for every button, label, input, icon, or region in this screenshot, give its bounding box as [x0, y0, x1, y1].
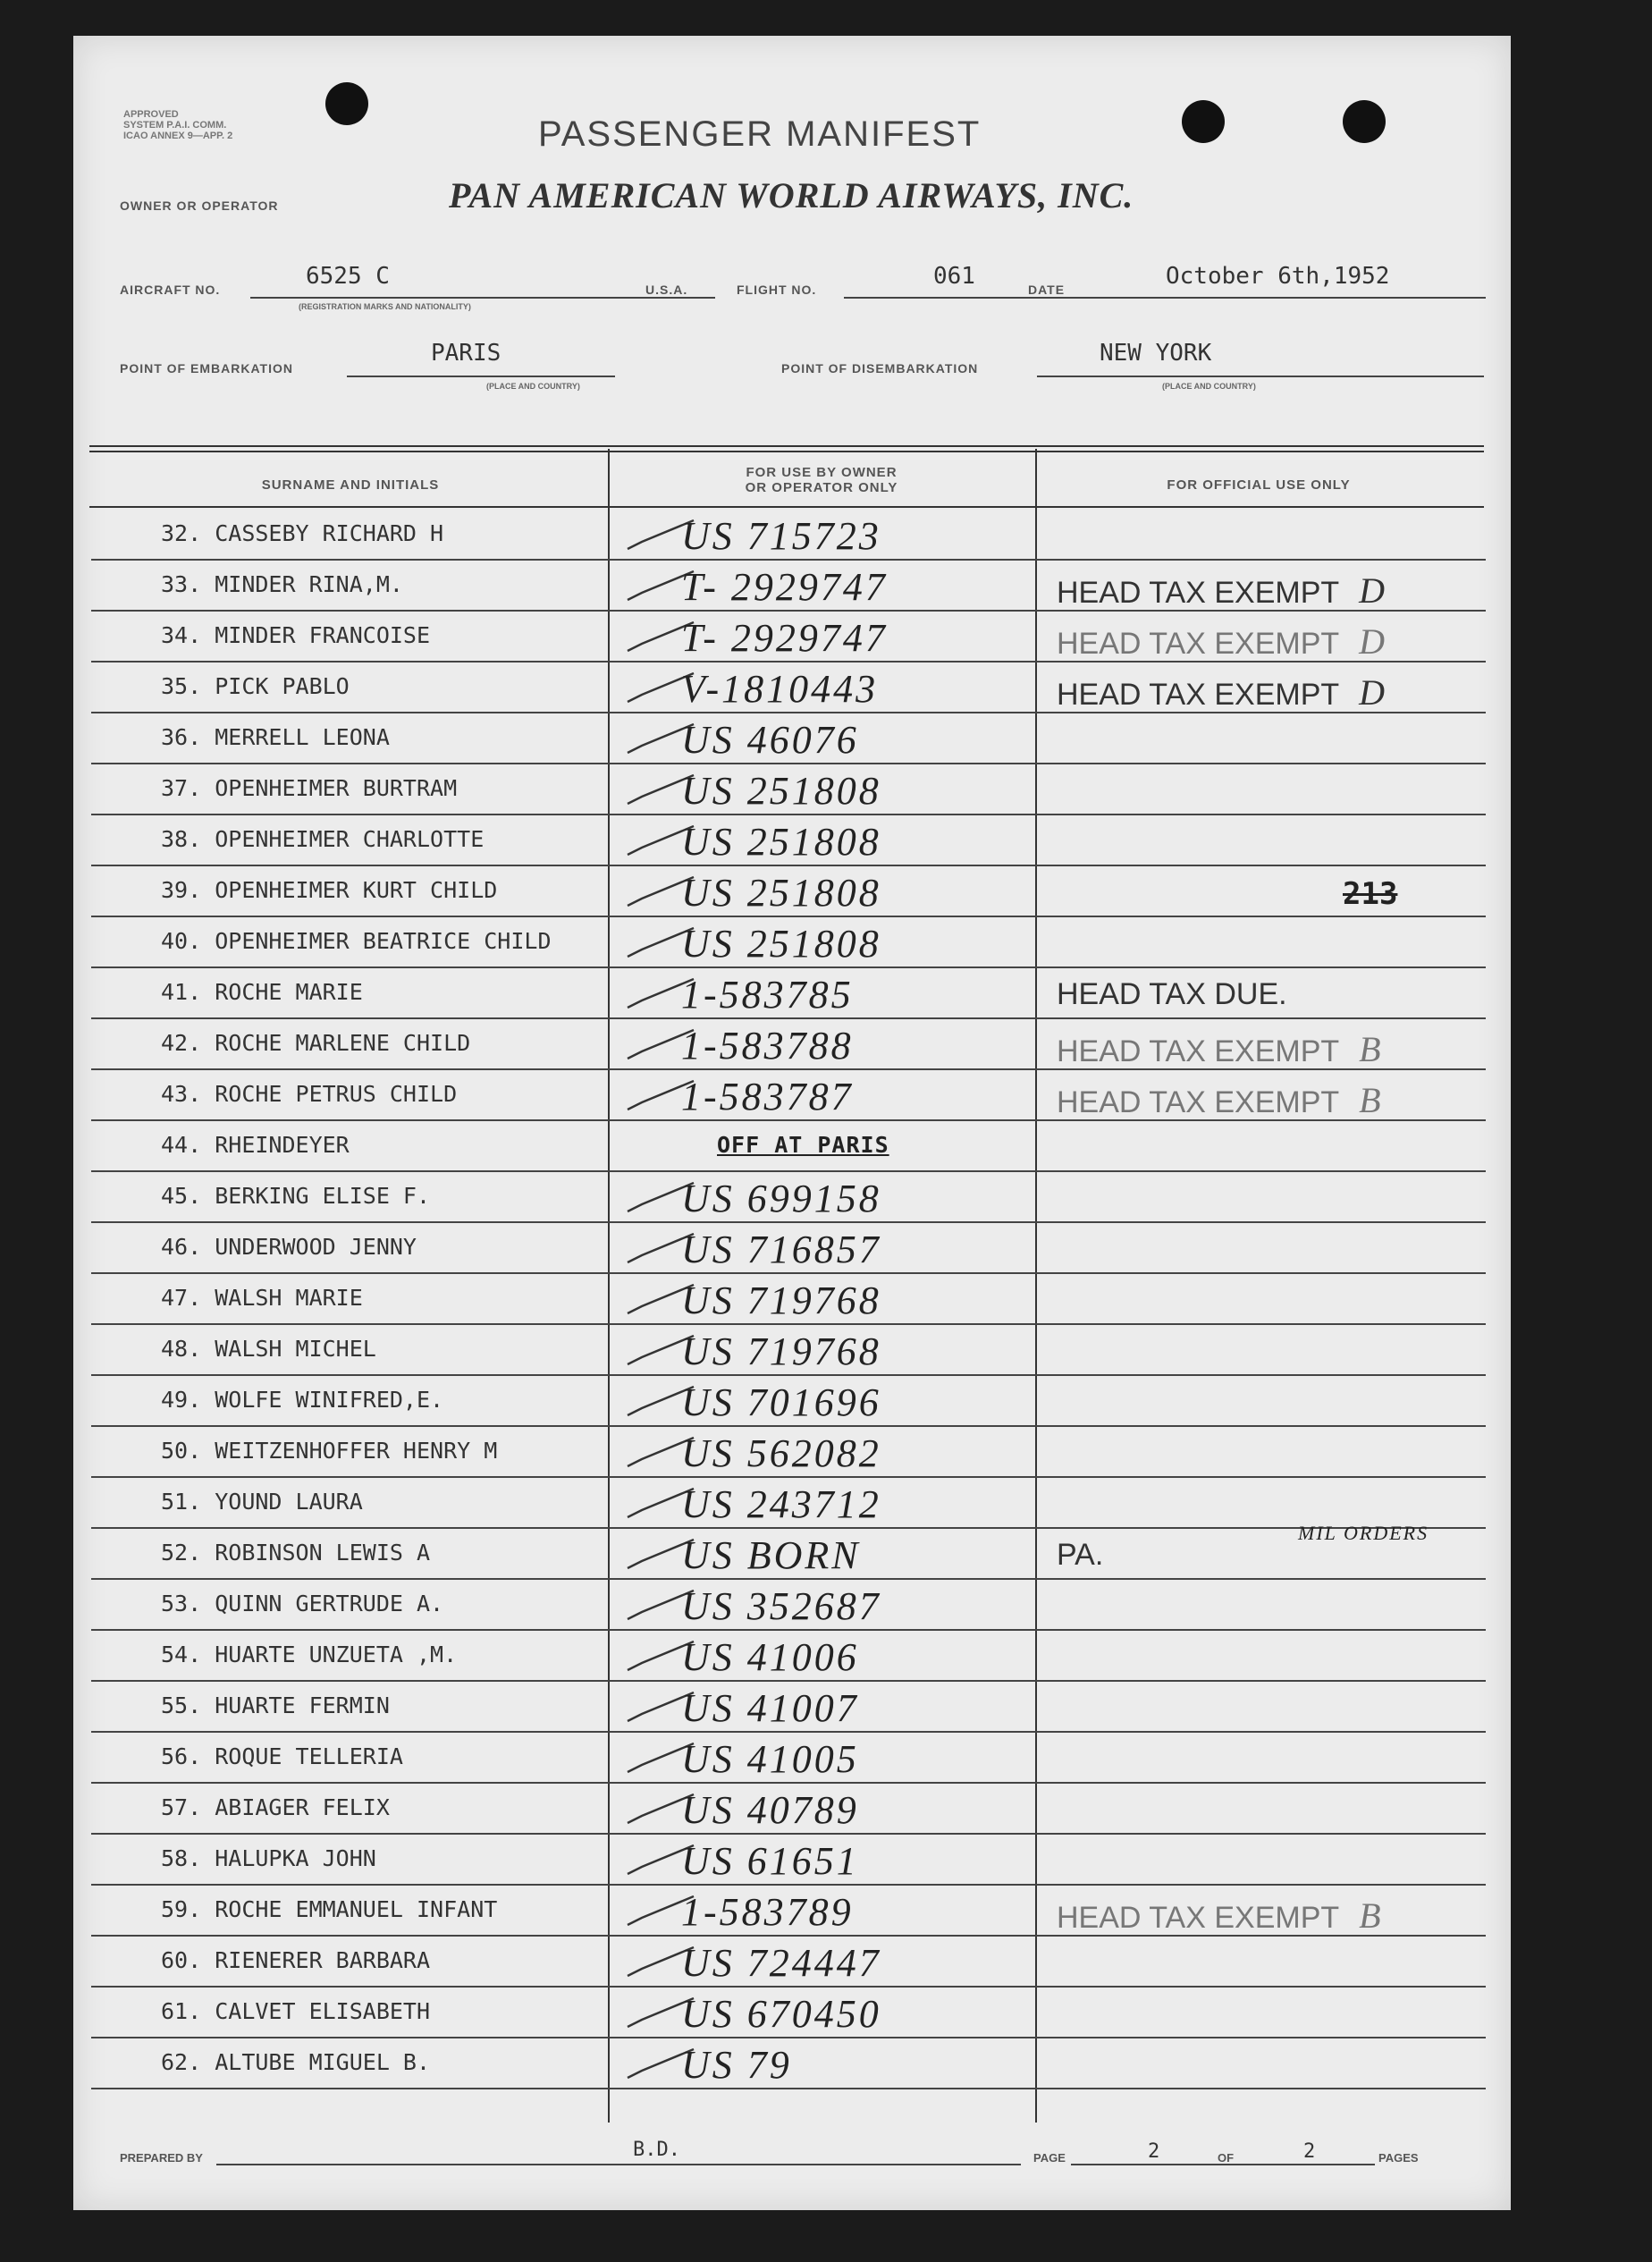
aircraft-underline: [250, 297, 715, 299]
passenger-name: [161, 1438, 497, 1464]
passenger-name: [161, 1591, 443, 1616]
surname-initials: CASSEBY RICHARD H: [215, 520, 444, 546]
row-number: 49.: [161, 1387, 202, 1413]
punch-hole: [1182, 100, 1225, 143]
punch-hole: [325, 82, 368, 125]
table-top-rule: [89, 451, 1484, 452]
prepared-by: B.D.: [633, 2139, 680, 2161]
passenger-row: [91, 1425, 1486, 1478]
passenger-row: [91, 1884, 1486, 1937]
passport-number: US 701696: [681, 1380, 881, 1424]
passport-number: US 40789: [681, 1788, 859, 1832]
passport-number: US 699158: [681, 1177, 881, 1220]
passenger-name: [161, 826, 484, 852]
stamp-text: HEAD TAX EXEMPT: [1057, 1901, 1340, 1935]
passenger-name: [161, 1845, 376, 1871]
passenger-row: [91, 1833, 1486, 1886]
surname-initials: PICK PABLO: [215, 673, 350, 699]
surname-initials: ROCHE EMMANUEL INFANT: [215, 1896, 498, 1922]
passport-number: US 251808: [681, 871, 881, 915]
surname-initials: BERKING ELISE F.: [215, 1183, 431, 1209]
embarkation-caption: (PLACE AND COUNTRY): [486, 382, 580, 391]
row-number: 44.: [161, 1132, 202, 1158]
tax-code: D: [1359, 621, 1386, 662]
passport-number: US 46076: [681, 718, 859, 762]
stamp-text: HEAD TAX EXEMPT: [1057, 1085, 1340, 1119]
surname-initials: MINDER FRANCOISE: [215, 622, 431, 648]
official-note: MIL ORDERS: [1298, 1522, 1429, 1544]
airline-name: PAN AMERICAN WORLD AIRWAYS, INC.: [449, 175, 1134, 215]
row-number: 48.: [161, 1336, 202, 1362]
page-title: PASSENGER MANIFEST: [538, 114, 982, 154]
row-number: 43.: [161, 1081, 202, 1107]
passport-number: V-1810443: [681, 667, 879, 711]
disembarkation-place: NEW YORK: [1100, 340, 1212, 367]
row-number: 57.: [161, 1794, 202, 1820]
row-number: 53.: [161, 1591, 202, 1616]
disembarkation-underline: [1037, 376, 1484, 377]
tax-code: B: [1359, 1029, 1381, 1069]
flight-date: October 6th,1952: [1166, 263, 1390, 290]
passenger-name: [161, 1285, 363, 1311]
surname-initials: ROCHE MARLENE CHILD: [215, 1030, 471, 1056]
row-number: 39.: [161, 877, 202, 903]
row-number: 42.: [161, 1030, 202, 1056]
passport-number: US 251808: [681, 769, 881, 813]
passport-number: US 243712: [681, 1482, 881, 1526]
passenger-name: [161, 1794, 390, 1820]
surname-initials: YOUND LAURA: [215, 1489, 363, 1515]
passenger-name: [161, 1540, 430, 1566]
row-number: 56.: [161, 1743, 202, 1769]
passenger-name: [161, 1030, 470, 1056]
surname-initials: ROBINSON LEWIS A: [215, 1540, 431, 1566]
surname-initials: RIENERER BARBARA: [215, 1947, 431, 1973]
row-number: 32.: [161, 520, 202, 546]
official-stamp: [1057, 1538, 1103, 1573]
surname-initials: ALTUBE MIGUEL B.: [215, 2049, 431, 2075]
stamp-text: HEAD TAX DUE.: [1057, 977, 1287, 1011]
owner-column-header: FOR USE BY OWNER OR OPERATOR ONLY: [745, 465, 898, 495]
row-number: 38.: [161, 826, 202, 852]
passport-number: US 79: [681, 2043, 792, 2087]
passenger-name: [161, 520, 443, 546]
surname-initials: HUARTE UNZUETA ,M.: [215, 1642, 458, 1667]
row-number: 46.: [161, 1234, 202, 1260]
surname-initials: MERRELL LEONA: [215, 724, 390, 750]
registration-caption: (REGISTRATION MARKS AND NATIONALITY): [299, 302, 471, 311]
passenger-row: [91, 1522, 1486, 1580]
date-label: DATE: [1028, 283, 1066, 297]
passenger-row: [91, 1680, 1486, 1733]
row-number: 34.: [161, 622, 202, 648]
passport-number: US 61651: [681, 1839, 859, 1883]
disembarkation-caption: (PLACE AND COUNTRY): [1162, 382, 1256, 391]
passenger-row: [91, 1782, 1486, 1835]
official-stamp: [1057, 1079, 1381, 1121]
surname-initials: WALSH MARIE: [215, 1285, 363, 1311]
row-number: 41.: [161, 979, 202, 1005]
passenger-row: [91, 1731, 1486, 1784]
passport-number: 1-583789: [681, 1890, 854, 1934]
pages-label: PAGES: [1378, 2151, 1419, 2165]
official-stamp: [1057, 1028, 1381, 1070]
official-stamp: [1057, 977, 1287, 1012]
page-label: PAGE: [1033, 2151, 1066, 2165]
of-label: OF: [1218, 2151, 1235, 2165]
official-stamp: [1057, 620, 1385, 663]
total-pages: 2: [1303, 2140, 1316, 2163]
row-number: 58.: [161, 1845, 202, 1871]
passport-number: US 352687: [681, 1584, 881, 1628]
stamp-number: 213: [1343, 876, 1398, 912]
official-stamp: [1057, 570, 1385, 612]
passport-number: US 716857: [681, 1228, 881, 1271]
passport-number: US 719768: [681, 1279, 881, 1322]
passport-number: US 41005: [681, 1737, 859, 1781]
row-number: 61.: [161, 1998, 202, 2024]
passenger-name: [161, 622, 430, 648]
aircraft-label: AIRCRAFT NO.: [120, 283, 221, 297]
passport-number: US 251808: [681, 922, 881, 966]
passenger-row: [91, 610, 1486, 663]
official-stamp: [1057, 1895, 1381, 1937]
stamp-text: HEAD TAX EXEMPT: [1057, 627, 1340, 661]
disembarkation-label: POINT OF DISEMBARKATION: [781, 361, 979, 376]
passenger-name: [161, 1947, 430, 1973]
embarkation-label: POINT OF EMBARKATION: [120, 361, 293, 376]
row-number: 47.: [161, 1285, 202, 1311]
passenger-row: [91, 1017, 1486, 1070]
surname-initials: ROCHE MARIE: [215, 979, 363, 1005]
row-number: 62.: [161, 2049, 202, 2075]
passenger-name: [161, 673, 350, 699]
surname-initials: OPENHEIMER CHARLOTTE: [215, 826, 485, 852]
stamp-text: HEAD TAX EXEMPT: [1057, 678, 1340, 712]
prepared-underline: [216, 2164, 1021, 2165]
surname-initials: UNDERWOOD JENNY: [215, 1234, 417, 1260]
passenger-row: [91, 1119, 1486, 1172]
passenger-name: [161, 1692, 390, 1718]
passenger-row: [91, 1986, 1486, 2038]
passport-number: 1-583788: [681, 1024, 854, 1068]
passport-number: US 719768: [681, 1329, 881, 1373]
flight-underline: [844, 297, 1094, 299]
passenger-row: [91, 1323, 1486, 1376]
surname-initials: OPENHEIMER KURT CHILD: [215, 877, 498, 903]
passport-number: US 562082: [681, 1431, 881, 1475]
passenger-row: [91, 814, 1486, 866]
passport-number: US BORN: [681, 1533, 861, 1577]
passenger-name: [161, 1336, 376, 1362]
prepared-label: PREPARED BY: [120, 2151, 203, 2165]
row-number: 59.: [161, 1896, 202, 1922]
surname-initials: ABIAGER FELIX: [215, 1794, 390, 1820]
passenger-row: [91, 916, 1486, 968]
passport-number: 1-583787: [681, 1075, 854, 1118]
row-number: 54.: [161, 1642, 202, 1667]
passenger-row: [91, 1935, 1486, 1988]
surname-initials: HUARTE FERMIN: [215, 1692, 390, 1718]
row-number: 51.: [161, 1489, 202, 1515]
row-number: 40.: [161, 928, 202, 954]
surname-initials: OPENHEIMER BURTRAM: [215, 775, 458, 801]
tax-code: B: [1359, 1895, 1381, 1936]
passenger-name: [161, 571, 403, 597]
passenger-name: [161, 928, 552, 954]
table-top-rule: [89, 445, 1484, 447]
row-number: 50.: [161, 1438, 202, 1464]
row-number: 55.: [161, 1692, 202, 1718]
surname-initials: ROCHE PETRUS CHILD: [215, 1081, 458, 1107]
passport-number: T- 2929747: [681, 565, 888, 609]
passenger-name: [161, 1743, 403, 1769]
passenger-row: [91, 712, 1486, 764]
stamp-text: HEAD TAX EXEMPT: [1057, 1034, 1340, 1068]
row-number: 45.: [161, 1183, 202, 1209]
passenger-name: [161, 2049, 430, 2075]
flight-number: 061: [933, 263, 975, 290]
surname-initials: WEITZENHOFFER HENRY M: [215, 1438, 498, 1464]
passenger-row: [91, 1476, 1486, 1529]
flight-label: FLIGHT NO.: [737, 283, 817, 297]
passenger-row: [91, 559, 1486, 612]
passenger-name: [161, 1896, 497, 1922]
row-number: 52.: [161, 1540, 202, 1566]
passenger-name: [161, 1234, 417, 1260]
approval-stamp: APPROVED SYSTEM P.A.I. COMM. ICAO ANNEX 9—APP. 2: [123, 109, 233, 141]
owner-label: OWNER OR OPERATOR: [120, 198, 279, 213]
passenger-row: [91, 1629, 1486, 1682]
surname-column-header: SURNAME AND INITIALS: [261, 477, 440, 493]
passenger-row: [91, 1221, 1486, 1274]
tax-code: B: [1359, 1080, 1381, 1120]
passenger-name: [161, 877, 497, 903]
embarkation-underline: [347, 376, 615, 377]
official-column-header: FOR OFFICIAL USE ONLY: [1167, 477, 1351, 493]
embarkation-place: PARIS: [431, 340, 502, 367]
row-number: 37.: [161, 775, 202, 801]
stamp-text: HEAD TAX EXEMPT: [1057, 576, 1340, 610]
passport-number: US 251808: [681, 820, 881, 864]
passport-number: US 715723: [681, 514, 881, 558]
passenger-row: [91, 763, 1486, 815]
passenger-row: [91, 1068, 1486, 1121]
punch-hole: [1343, 100, 1386, 143]
surname-initials: WOLFE WINIFRED,E.: [215, 1387, 444, 1413]
row-number: 35.: [161, 673, 202, 699]
tax-code: D: [1359, 672, 1386, 713]
passport-number: US 724447: [681, 1941, 881, 1985]
passenger-name: [161, 1489, 363, 1515]
passenger-row: [91, 1578, 1486, 1631]
passenger-name: [161, 979, 363, 1005]
passenger-name: [161, 1642, 457, 1667]
passenger-name: [161, 1387, 443, 1413]
passenger-name: [161, 724, 390, 750]
passport-number: OFF AT PARIS: [717, 1132, 889, 1158]
official-stamp: [1057, 671, 1385, 713]
passport-number: T- 2929747: [681, 616, 888, 660]
surname-initials: HALUPKA JOHN: [215, 1845, 376, 1871]
passenger-row: [91, 661, 1486, 713]
page-number: 2: [1148, 2140, 1160, 2163]
row-number: 60.: [161, 1947, 202, 1973]
page-underline: [1071, 2164, 1375, 2165]
row-number: 36.: [161, 724, 202, 750]
surname-initials: CALVET ELISABETH: [215, 1998, 431, 2024]
passenger-row: [91, 1374, 1486, 1427]
aircraft-number: 6525 C: [306, 263, 390, 290]
date-underline: [1075, 297, 1486, 299]
surname-initials: WALSH MICHEL: [215, 1336, 376, 1362]
surname-initials: MINDER RINA,M.: [215, 571, 403, 597]
passenger-row: [91, 1170, 1486, 1223]
passenger-row: [91, 508, 1486, 561]
passenger-row: [91, 865, 1486, 917]
row-number: 33.: [161, 571, 202, 597]
passport-number: US 670450: [681, 1992, 881, 2036]
surname-initials: OPENHEIMER BEATRICE CHILD: [215, 928, 552, 954]
passenger-name: [161, 775, 457, 801]
passenger-name: [161, 1132, 350, 1158]
tax-code: D: [1359, 570, 1386, 611]
passenger-name: [161, 1183, 430, 1209]
surname-initials: RHEINDEYER: [215, 1132, 350, 1158]
passenger-name: [161, 1081, 457, 1107]
usa-label: U.S.A.: [645, 283, 688, 297]
passenger-name: [161, 1998, 430, 2024]
passenger-row: [91, 1272, 1486, 1325]
passport-number: US 41007: [681, 1686, 859, 1730]
passport-number: 1-583785: [681, 973, 854, 1017]
surname-initials: ROQUE TELLERIA: [215, 1743, 403, 1769]
stamp-text: PA.: [1057, 1538, 1104, 1572]
passenger-row: [91, 966, 1486, 1019]
passenger-row: [91, 2037, 1486, 2089]
manifest-page: [73, 36, 1511, 2210]
passport-number: US 41006: [681, 1635, 859, 1679]
surname-initials: QUINN GERTRUDE A.: [215, 1591, 444, 1616]
